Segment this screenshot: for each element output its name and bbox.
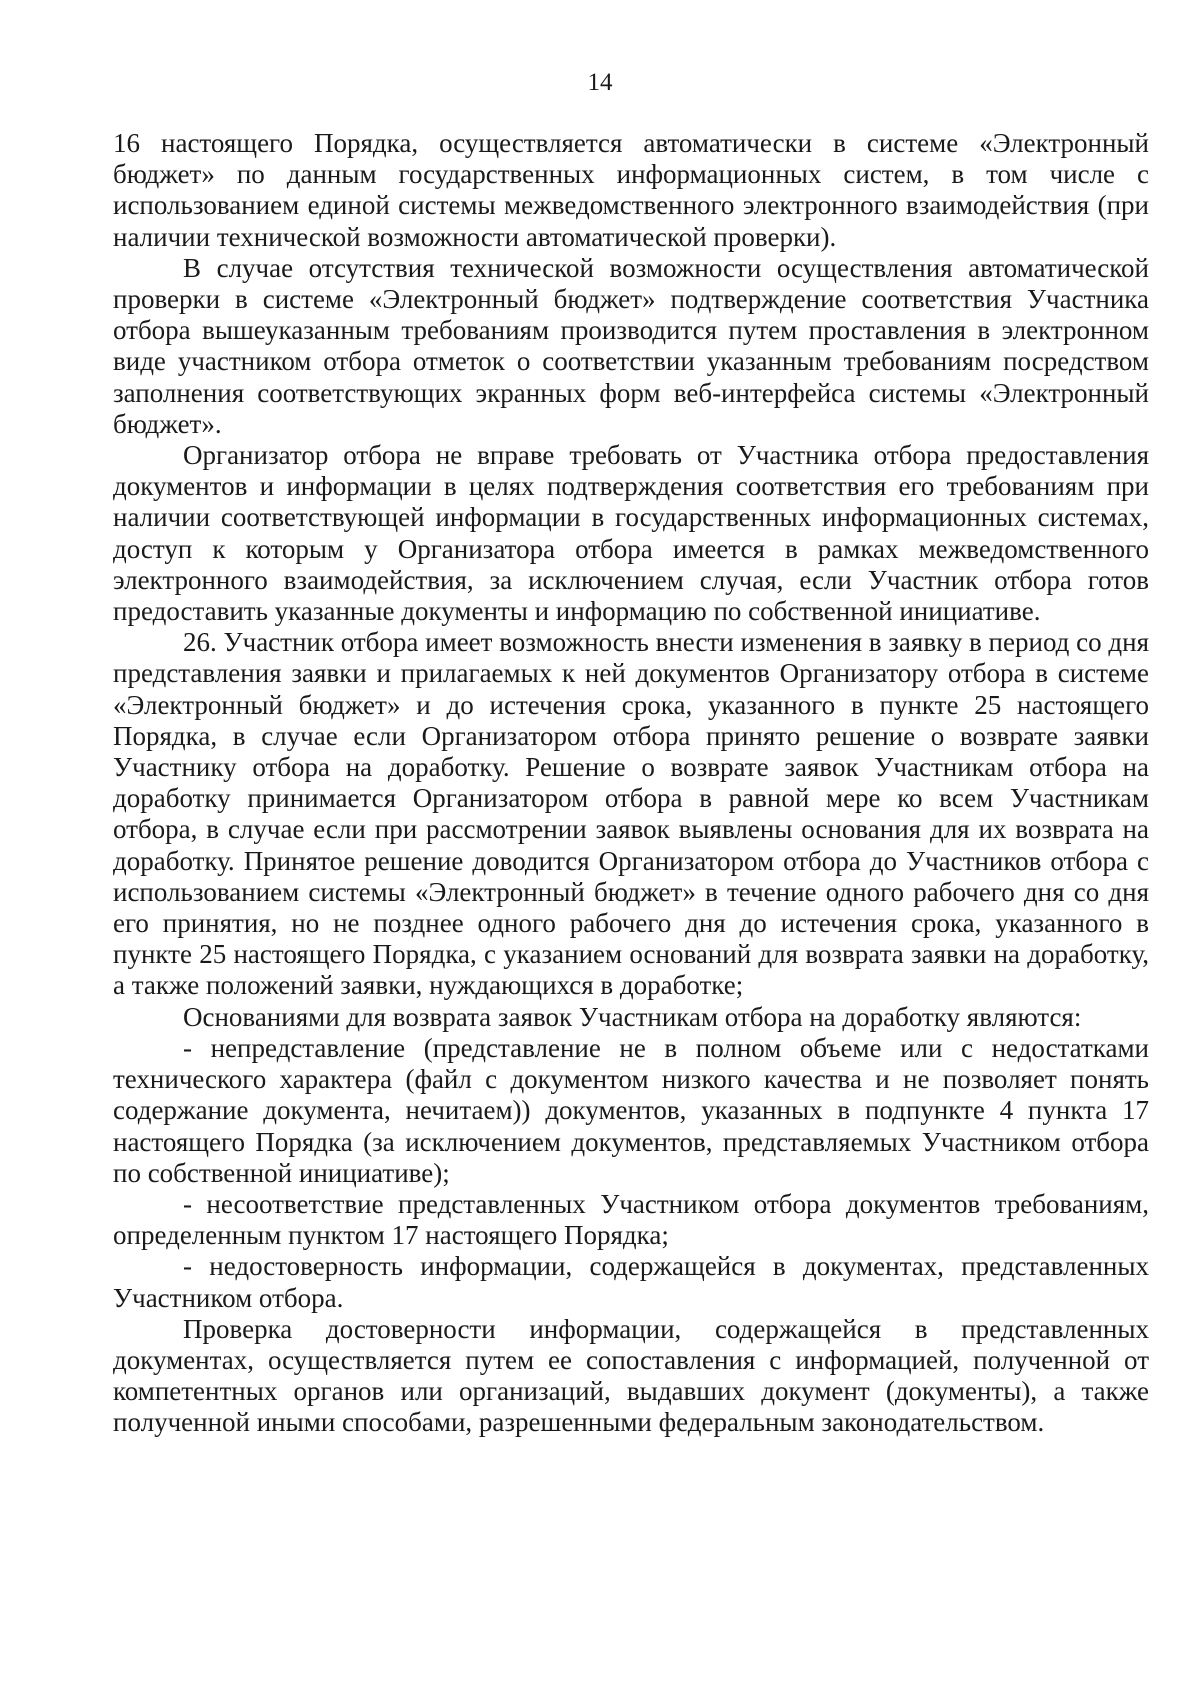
paragraph-organizer-not-entitled: Организатор отбора не вправе требовать от Участника отбора предоставления документов и информации в целях подтверждения соответствия его требованиям при наличии соответствующей информации в государственных информационных системах, доступ к которым у Организатора отбора имеется в рамках межведомственного электронного взаимодействия, за исключением случая, если Участник отбора готов предоставить указанные документы и информацию по собственной инициативе. <box>113 440 1149 627</box>
paragraph-item-26: 26. Участник отбора имеет возможность внести изменения в заявку в период со дня представления заявки и прилагаемых к ней документов Организатору отбора в системе «Электронный бюджет» и до истечения срока, указанного в пункте 25 настоящего Порядка, в случае если Организатором отбора принято решение о возврате заявки Участнику отбора на доработку. Решение о возврате заявок Участникам отбора на доработку принимается Организатором отбора в равной мере ко всем Участникам отбора, в случае если при рассмотрении заявок выявлены основания для их возврата на доработку. Принятое решение доводится Организатором отбора до Участников отбора с использованием системы «Электронный бюджет» в течение одного рабочего дня со дня его принятия, но не позднее одного рабочего дня до истечения срока, указанного в пункте 25 настоящего Порядка, с указанием оснований для возврата заявки на доработку, а также положений заявки, нуждающихся в доработке; <box>113 627 1149 1001</box>
paragraph-no-technical-possibility: В случае отсутствия технической возможности осуществления автоматической проверки в системе «Электронный бюджет» подтверждение соответствия Участника отбора вышеуказанным требованиям производится путем проставления в электронном виде участником отбора отметок о соответствии указанным требованиям посредством заполнения соответствующих экранных форм веб-интерфейса системы «Электронный бюджет». <box>113 252 1149 439</box>
paragraph-continuation: 16 настоящего Порядка, осуществляется автоматически в системе «Электронный бюджет» по данным государственных информационных систем, в том числе с использованием единой системы межведомственного электронного взаимодействия (при наличии технической возможности автоматической проверки). <box>113 128 1149 252</box>
document-body <box>113 128 1149 1439</box>
list-item-non-submission: - непредставление (представление не в полном объеме или с недостатками технического характера (файл с документом низкого качества и не позволяет понять содержание документа, нечитаем)) документов, указанных в подпункте 4 пункта 17 настоящего Порядка (за исключением документов, представляемых Участником отбора по собственной инициативе); <box>113 1032 1149 1188</box>
paragraph-return-grounds-intro: Основаниями для возврата заявок Участникам отбора на доработку являются: <box>183 1001 1082 1032</box>
list-item-unreliability: - недостоверность информации, содержащейся в документах, представленных Участником отбора. <box>113 1251 1149 1313</box>
paragraph-verification: Проверка достоверности информации, содержащейся в представленных документах, осуществляется путем ее сопоставления с информацией, полученной от компетентных органов или организаций, выдавших документ (документы), а также полученной иными способами, разрешенными федеральным законодательством. <box>113 1313 1149 1438</box>
list-item-non-compliance: - несоответствие представленных Участником отбора документов требованиям, определенным пунктом 17 настоящего Порядка; <box>113 1188 1149 1251</box>
page-number: 14 <box>587 69 613 96</box>
